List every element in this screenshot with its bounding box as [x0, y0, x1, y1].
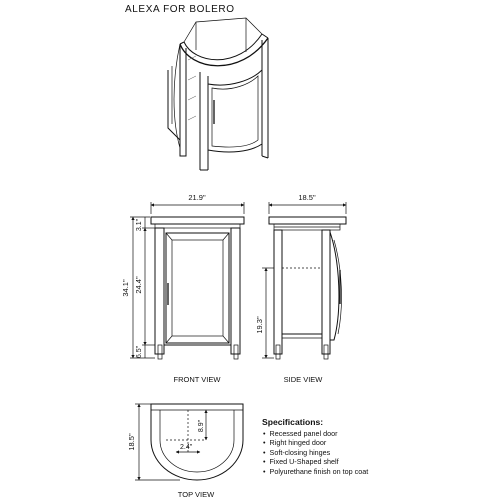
front-width-dim: 21.9" [188, 193, 206, 202]
specifications-heading: Specifications: [262, 417, 324, 427]
side-depth-dim: 18.5" [298, 193, 316, 202]
top-depth-dim: 18.5" [127, 433, 136, 451]
front-cabinet-dim: 24.4" [134, 276, 143, 294]
front-total-height-dim: 34.1" [121, 279, 130, 297]
specifications-block [262, 417, 462, 476]
specifications-list [262, 429, 462, 476]
perspective-view [168, 18, 268, 170]
drawing-title: ALEXA FOR BOLERO [125, 4, 235, 15]
front-top-dim: 3.1" [136, 218, 143, 232]
spec-item: • Right hinged door [262, 438, 462, 447]
front-leg-dim: 6.5" [136, 345, 143, 359]
top-view [127, 404, 243, 499]
side-view-caption: SIDE VIEW [283, 375, 323, 384]
top-offset-dim: 2.4" [180, 444, 193, 451]
front-view [121, 193, 244, 384]
spec-item: • Recessed panel door [262, 429, 462, 438]
side-shelf-height-dim: 19.3" [255, 316, 264, 334]
side-view [255, 193, 346, 384]
top-inner-dim: 8.9" [198, 419, 205, 433]
spec-item: • Soft-closing hinges [262, 448, 462, 457]
front-view-caption: FRONT VIEW [173, 375, 221, 384]
spec-item: • Fixed U-Shaped shelf [262, 457, 462, 466]
top-view-caption: TOP VIEW [177, 490, 215, 499]
spec-item: • Polyurethane finish on top coat [262, 467, 462, 476]
